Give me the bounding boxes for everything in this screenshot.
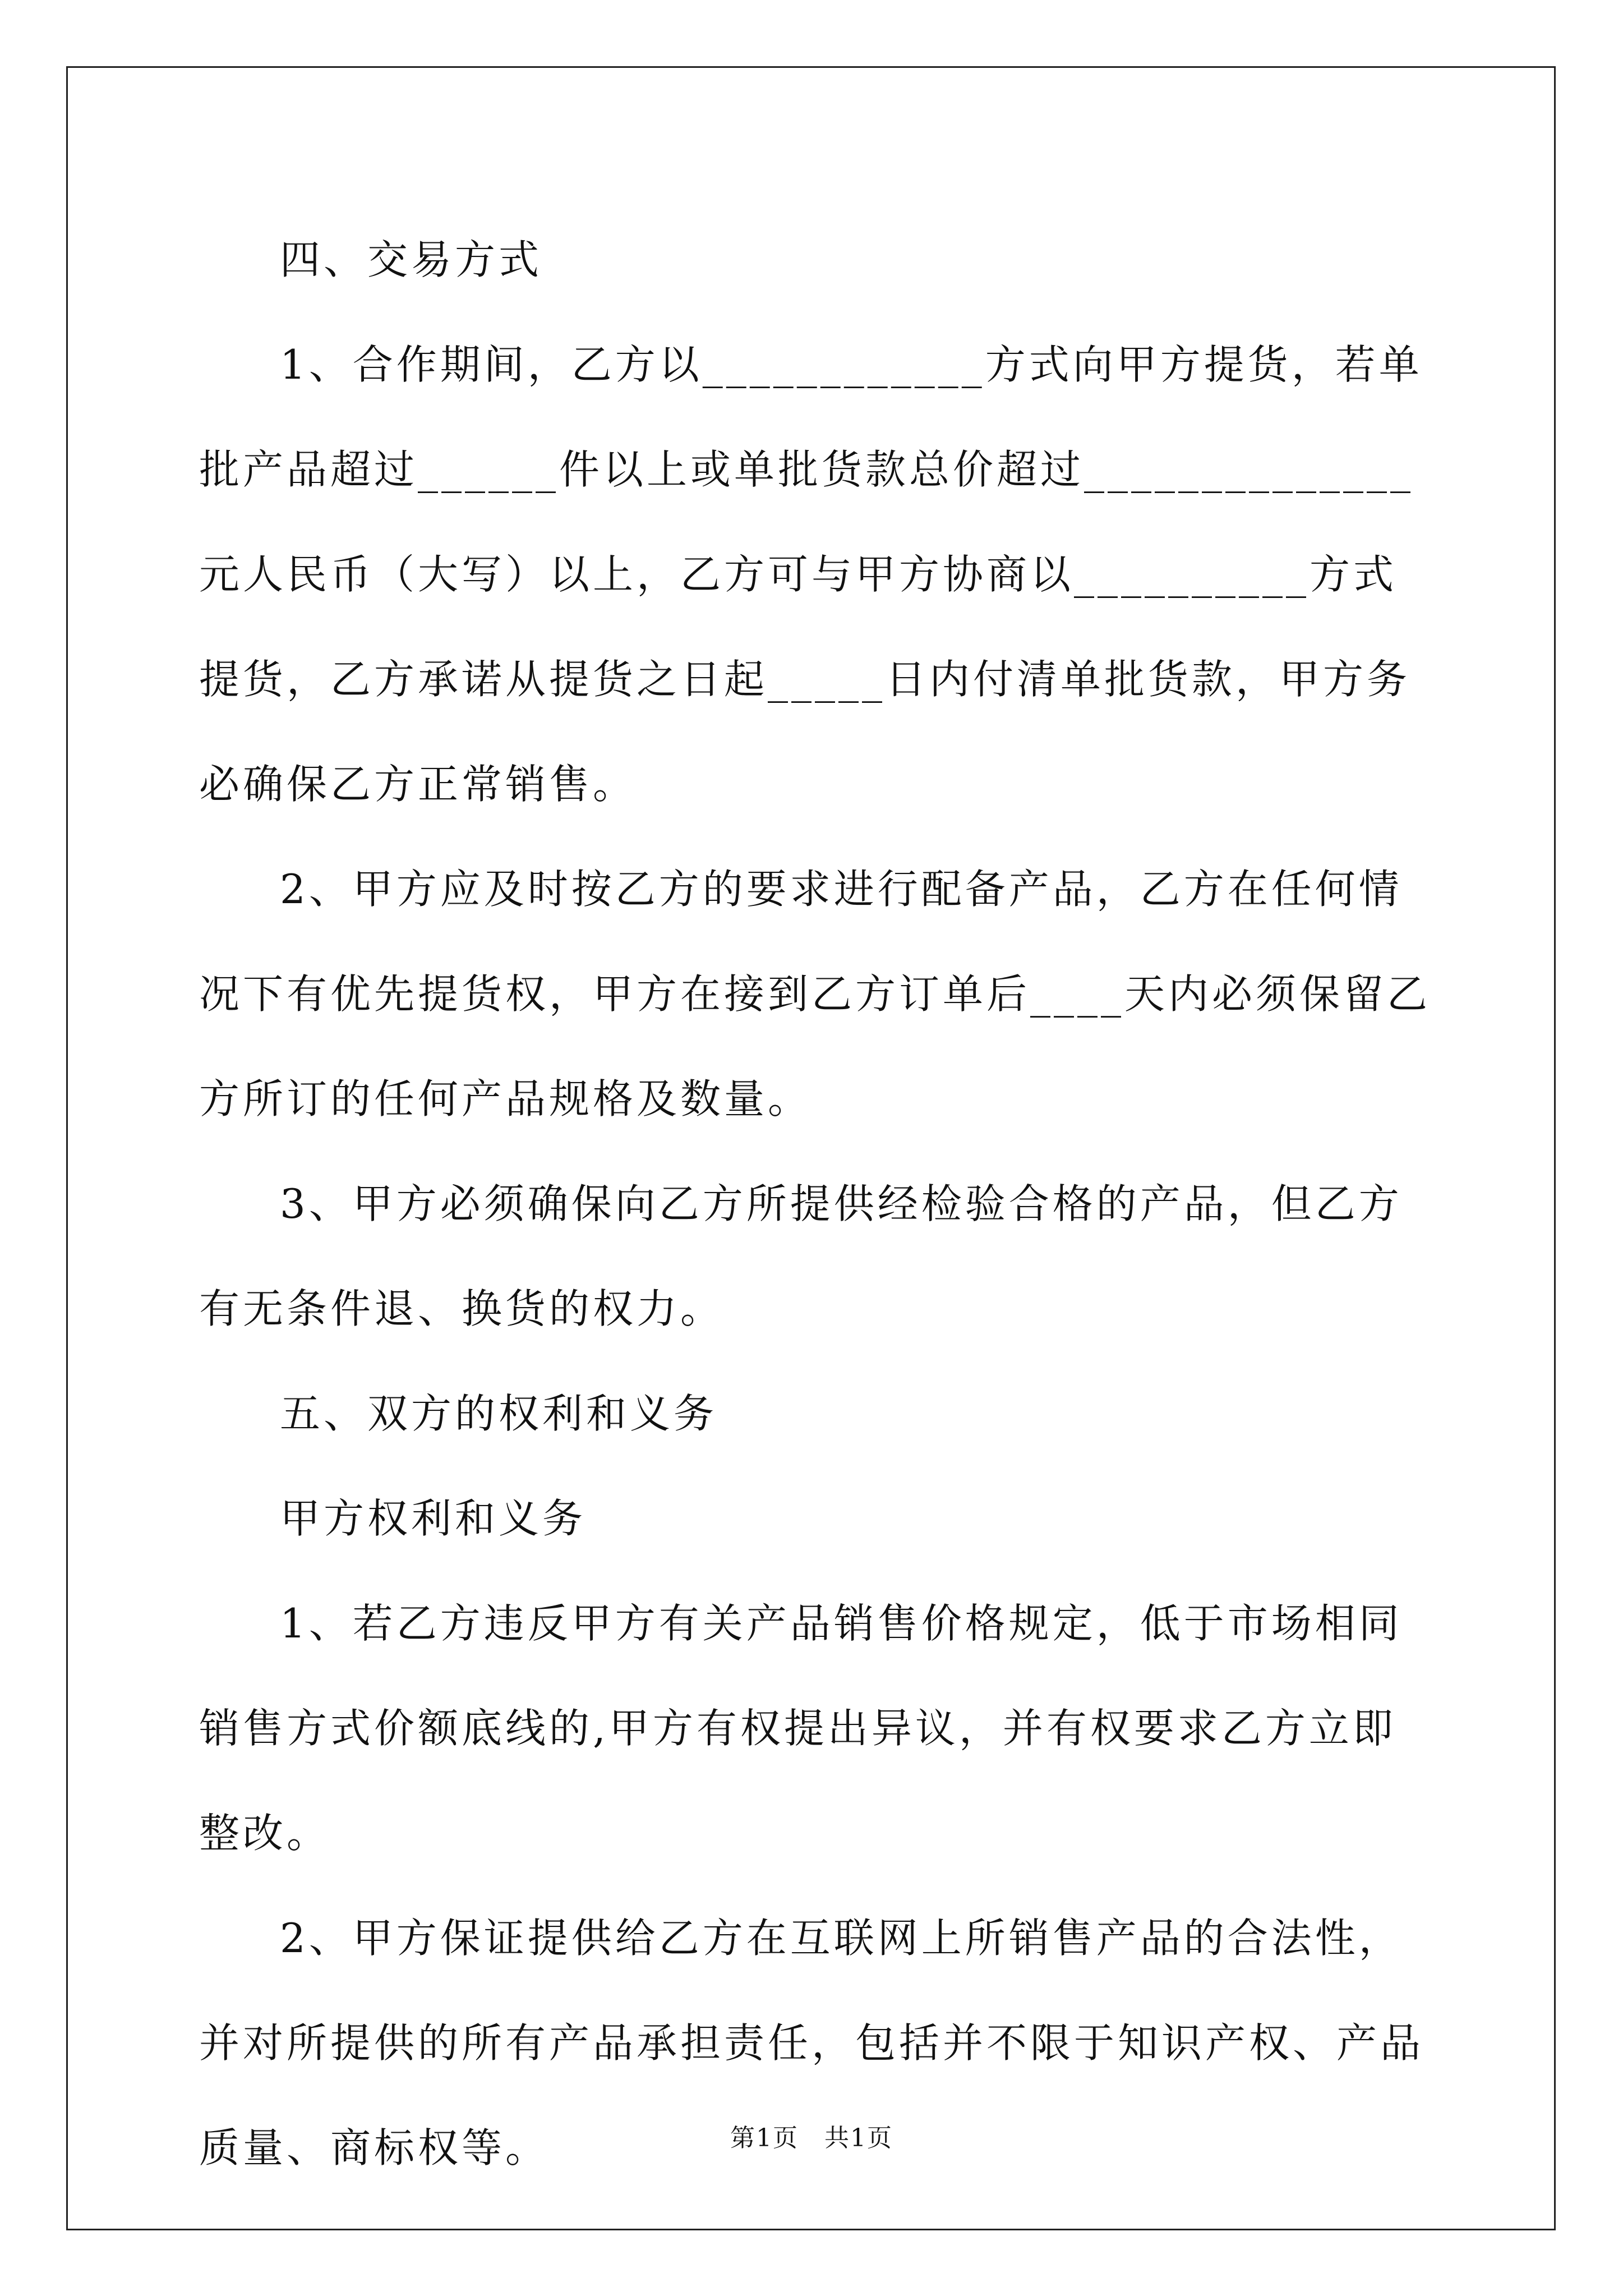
section-heading-trade-method: 四、交易方式 [280,236,543,283]
paragraph-trade-2: 2、甲方应及时按乙方的要求进行配备产品，乙方在任何情况下有优先提货权，甲方在接到乙方订单后____天内必须保留乙方所订的任何产品规格及数量。 [199,866,1431,1122]
paragraph-rights-2: 2、甲方保证提供给乙方在互联网上所销售产品的合法性，并对所提供的所有产品承担责任，包括并不限于知识产权、产品质量、商标权等。 [199,1915,1424,2171]
paragraph-rights-1: 1、若乙方违反甲方有关产品销售价格规定，低于市场相同销售方式价额底线的,甲方有权提出异议，并有权要求乙方立即整改。 [199,1600,1403,1857]
subheading-party-a-rights: 甲方权利和义务 [280,1495,587,1542]
paragraph-trade-3: 3、甲方必须确保向乙方所提供经检验合格的产品，但乙方有无条件退、换货的权力。 [199,1180,1403,1332]
paragraph-trade-1: 1、合作期间，乙方以____________方式向甲方提货，若单批产品超过______件以上或单批货款总价超过______________元人民币（大写）以上，乙方可与甲方协商以__________方式提货，乙方承诺从提货之日起_____日内付清单批货款，甲方务必确保乙方正常销售。 [199,341,1423,808]
section-heading-rights-obligations: 五、双方的权利和义务 [280,1390,718,1437]
document-body [199,208,1433,2201]
page-footer: 第1页 共1页 [730,2124,893,2152]
